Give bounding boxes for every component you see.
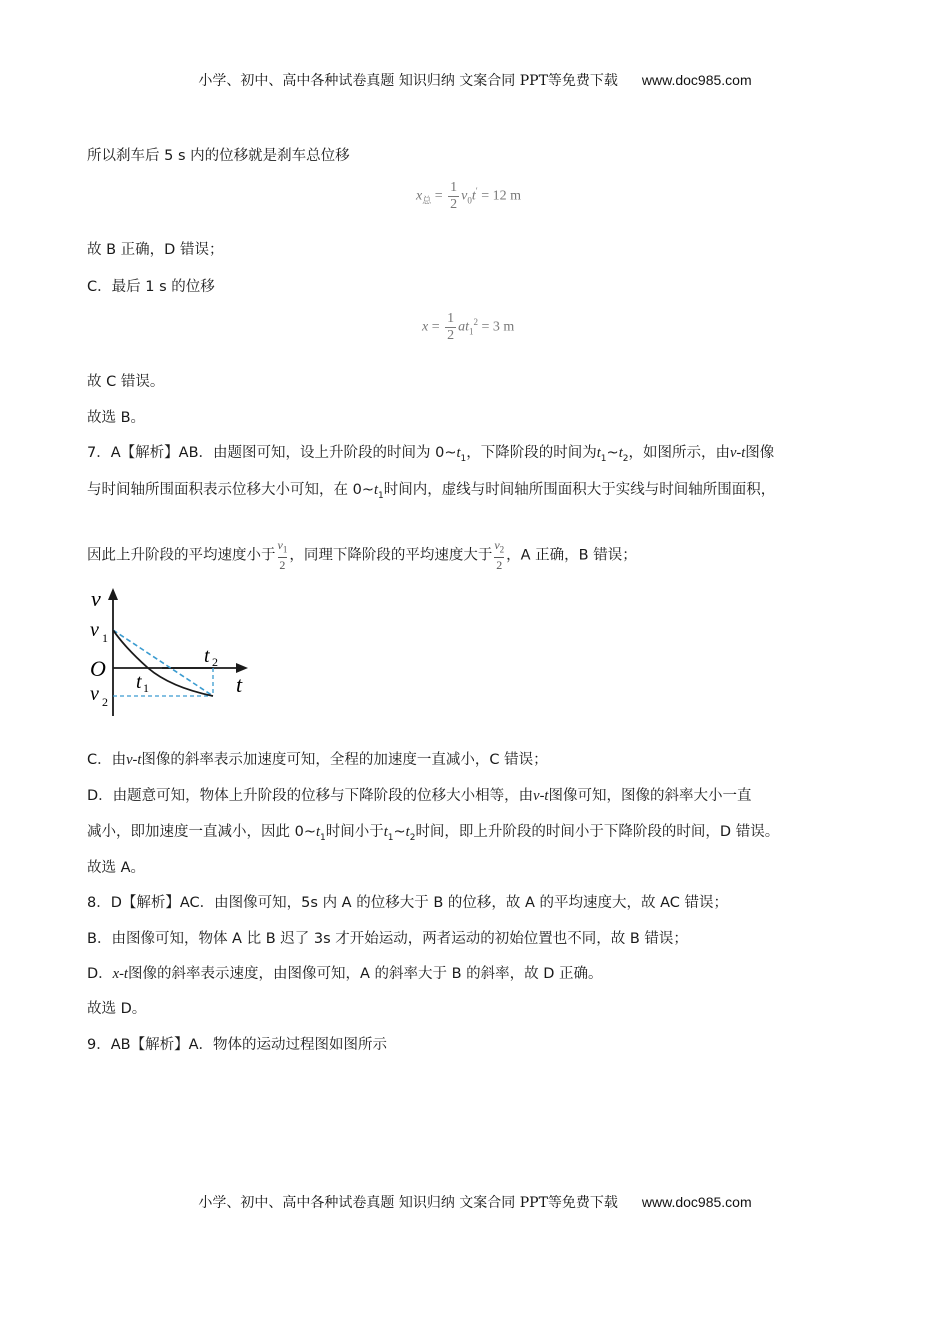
text-span: C．由 bbox=[87, 752, 127, 768]
text-line: B．由图像可知，物体 A 比 B 迟了 3s 才开始运动，两者运动的初始位置也不同，故 B 错误； bbox=[87, 931, 688, 947]
text-span: ，同理下降阶段的平均速度大于 bbox=[289, 547, 493, 564]
formula-var: x bbox=[416, 188, 423, 204]
text-span: 因此上升阶段的平均速度小于 bbox=[87, 547, 276, 564]
formula-var: v bbox=[461, 188, 468, 204]
math-tilde: ~ bbox=[393, 824, 406, 840]
math-sub: 2 bbox=[622, 453, 629, 464]
footer-text: 小学、初中、高中各种试卷真题 知识归纳 文案合同 PPT等免费下载 bbox=[198, 1195, 618, 1211]
formula-sup: ′ bbox=[475, 186, 478, 197]
math-sub: 1 bbox=[387, 832, 394, 843]
label-origin: O bbox=[90, 656, 106, 681]
text-span: 时间内，虚线与时间轴所围面积大于实线与时间轴所围面积， bbox=[383, 482, 776, 498]
math-sub: 1 bbox=[320, 832, 326, 843]
text-span: 图像 bbox=[745, 445, 775, 461]
math-v: v bbox=[494, 538, 500, 552]
formula-sup: 2 bbox=[473, 317, 479, 328]
math-t: t bbox=[618, 445, 623, 461]
math-t: t bbox=[315, 824, 321, 840]
label-v-axis: v bbox=[91, 586, 101, 611]
math-v: v bbox=[277, 538, 283, 552]
header-site[interactable]: www.doc985.com bbox=[641, 72, 752, 88]
formula-eq: = bbox=[434, 188, 443, 204]
label-t1-sub: 1 bbox=[143, 681, 149, 695]
text-span: 7．A【解析】AB．由题图可知，设上升阶段的时间为 0~ bbox=[87, 445, 457, 461]
q7-line-2 bbox=[87, 480, 775, 506]
math-sub: 1 bbox=[460, 453, 467, 464]
math-vt: v-t bbox=[126, 752, 142, 768]
text-span: D．由题意可知，物体上升阶段的位移与下降阶段的位移大小相等，由 bbox=[87, 788, 534, 804]
text-span: 时间，即上升阶段的时间小于下降阶段的时间，D 错误。 bbox=[415, 824, 780, 840]
q7-line-3 bbox=[87, 538, 637, 573]
text-line: 故选 D。 bbox=[87, 1001, 147, 1017]
text-span: 减小，即加速度一直减小，因此 0~ bbox=[87, 824, 316, 840]
text-line: 故选 B。 bbox=[87, 410, 146, 426]
text-span: 与时间轴所围面积表示位移大小可知，在 0~ bbox=[87, 482, 374, 498]
math-xt: x-t bbox=[112, 966, 128, 982]
frac-num: 1 bbox=[447, 311, 455, 326]
frac-num bbox=[278, 538, 288, 558]
frac-den: 2 bbox=[447, 328, 455, 343]
formula-sub: 1 bbox=[469, 326, 474, 337]
math-t: t bbox=[373, 482, 379, 498]
math-t: t bbox=[596, 445, 601, 461]
text-span: D． bbox=[87, 966, 113, 982]
label-v1-sub: 1 bbox=[102, 631, 108, 645]
math-t: t bbox=[405, 824, 410, 840]
formula-sub: 0 bbox=[467, 195, 472, 206]
label-v2: v bbox=[90, 683, 99, 705]
formula-rhs: = 12 m bbox=[481, 188, 522, 204]
fraction-v1-over-2 bbox=[278, 538, 288, 573]
label-t-axis: t bbox=[236, 672, 243, 697]
text-line: 8．D【解析】AC．由图像可知，5s 内 A 的位移大于 B 的位移，故 A 的平均速度大，故 AC 错误； bbox=[87, 895, 729, 911]
math-vt: v-t bbox=[533, 788, 549, 804]
page-footer bbox=[0, 1192, 950, 1212]
math-sub: 1 bbox=[282, 544, 288, 555]
math-vt: v-t bbox=[729, 445, 746, 461]
text-span: 时间小于 bbox=[325, 824, 384, 840]
vt-graph bbox=[84, 586, 254, 721]
label-t1: t bbox=[136, 671, 142, 693]
q7-line-1 bbox=[87, 443, 774, 469]
text-span: ，如图所示，由 bbox=[628, 445, 730, 461]
formula-sub: 总 bbox=[422, 195, 432, 206]
text-span: ，下降阶段的时间为 bbox=[466, 445, 597, 461]
frac-den: 2 bbox=[496, 558, 503, 573]
formula-fraction bbox=[445, 311, 456, 344]
footer-site[interactable]: www.doc985.com bbox=[641, 1194, 752, 1210]
formula-last-second bbox=[422, 311, 514, 344]
text-line: 故选 A。 bbox=[87, 860, 146, 876]
q7-line-d2 bbox=[87, 822, 779, 848]
uniform-deceleration-line bbox=[113, 630, 213, 696]
v-axis-arrow bbox=[108, 588, 118, 600]
math-tilde: ~ bbox=[606, 445, 619, 461]
page-header bbox=[0, 70, 950, 90]
text-span: 图像可知，图像的斜率大小一直 bbox=[548, 788, 752, 804]
formula-eq: = bbox=[431, 319, 440, 335]
text-span: 图像的斜率表示速度，由图像可知，A 的斜率大于 B 的斜率，故 D 正确。 bbox=[127, 966, 603, 982]
math-t: t bbox=[456, 445, 461, 461]
math-sub: 2 bbox=[499, 544, 505, 555]
text-line: C．最后 1 s 的位移 bbox=[87, 279, 215, 295]
text-span: ，A 正确，B 错误； bbox=[506, 547, 637, 564]
formula-rhs: = 3 m bbox=[481, 319, 515, 335]
text-line: 所以刹车后 5 s 内的位移就是刹车总位移 bbox=[87, 148, 350, 164]
label-v2-sub: 2 bbox=[102, 695, 108, 709]
label-t2: t bbox=[204, 645, 210, 667]
frac-den: 2 bbox=[279, 558, 286, 573]
text-line: 故 C 错误。 bbox=[87, 374, 165, 390]
q8-line-d bbox=[87, 964, 603, 984]
frac-den: 2 bbox=[450, 197, 458, 212]
formula-var: at bbox=[458, 319, 470, 335]
formula-fraction bbox=[448, 180, 459, 213]
header-text: 小学、初中、高中各种试卷真题 知识归纳 文案合同 PPT等免费下载 bbox=[198, 73, 618, 89]
math-t: t bbox=[383, 824, 388, 840]
text-line: 9．AB【解析】A．物体的运动过程图如图所示 bbox=[87, 1037, 388, 1053]
text-span: 图像的斜率表示加速度可知，全程的加速度一直减小，C 错误； bbox=[141, 752, 548, 768]
formula-var: x bbox=[422, 319, 429, 335]
formula-total-displacement bbox=[416, 180, 521, 213]
text-line: 故 B 正确，D 错误； bbox=[87, 242, 224, 258]
q7-line-c bbox=[87, 750, 548, 770]
label-v1: v bbox=[90, 619, 99, 641]
formula-var: t bbox=[471, 188, 476, 204]
fraction-v2-over-2 bbox=[494, 538, 504, 573]
math-sub: 1 bbox=[378, 490, 384, 501]
math-sub: 1 bbox=[600, 453, 607, 464]
math-sub: 2 bbox=[409, 832, 416, 843]
label-t2-sub: 2 bbox=[212, 655, 218, 669]
frac-num: 1 bbox=[450, 180, 458, 195]
frac-num bbox=[494, 538, 504, 558]
q7-line-d1 bbox=[87, 786, 751, 806]
